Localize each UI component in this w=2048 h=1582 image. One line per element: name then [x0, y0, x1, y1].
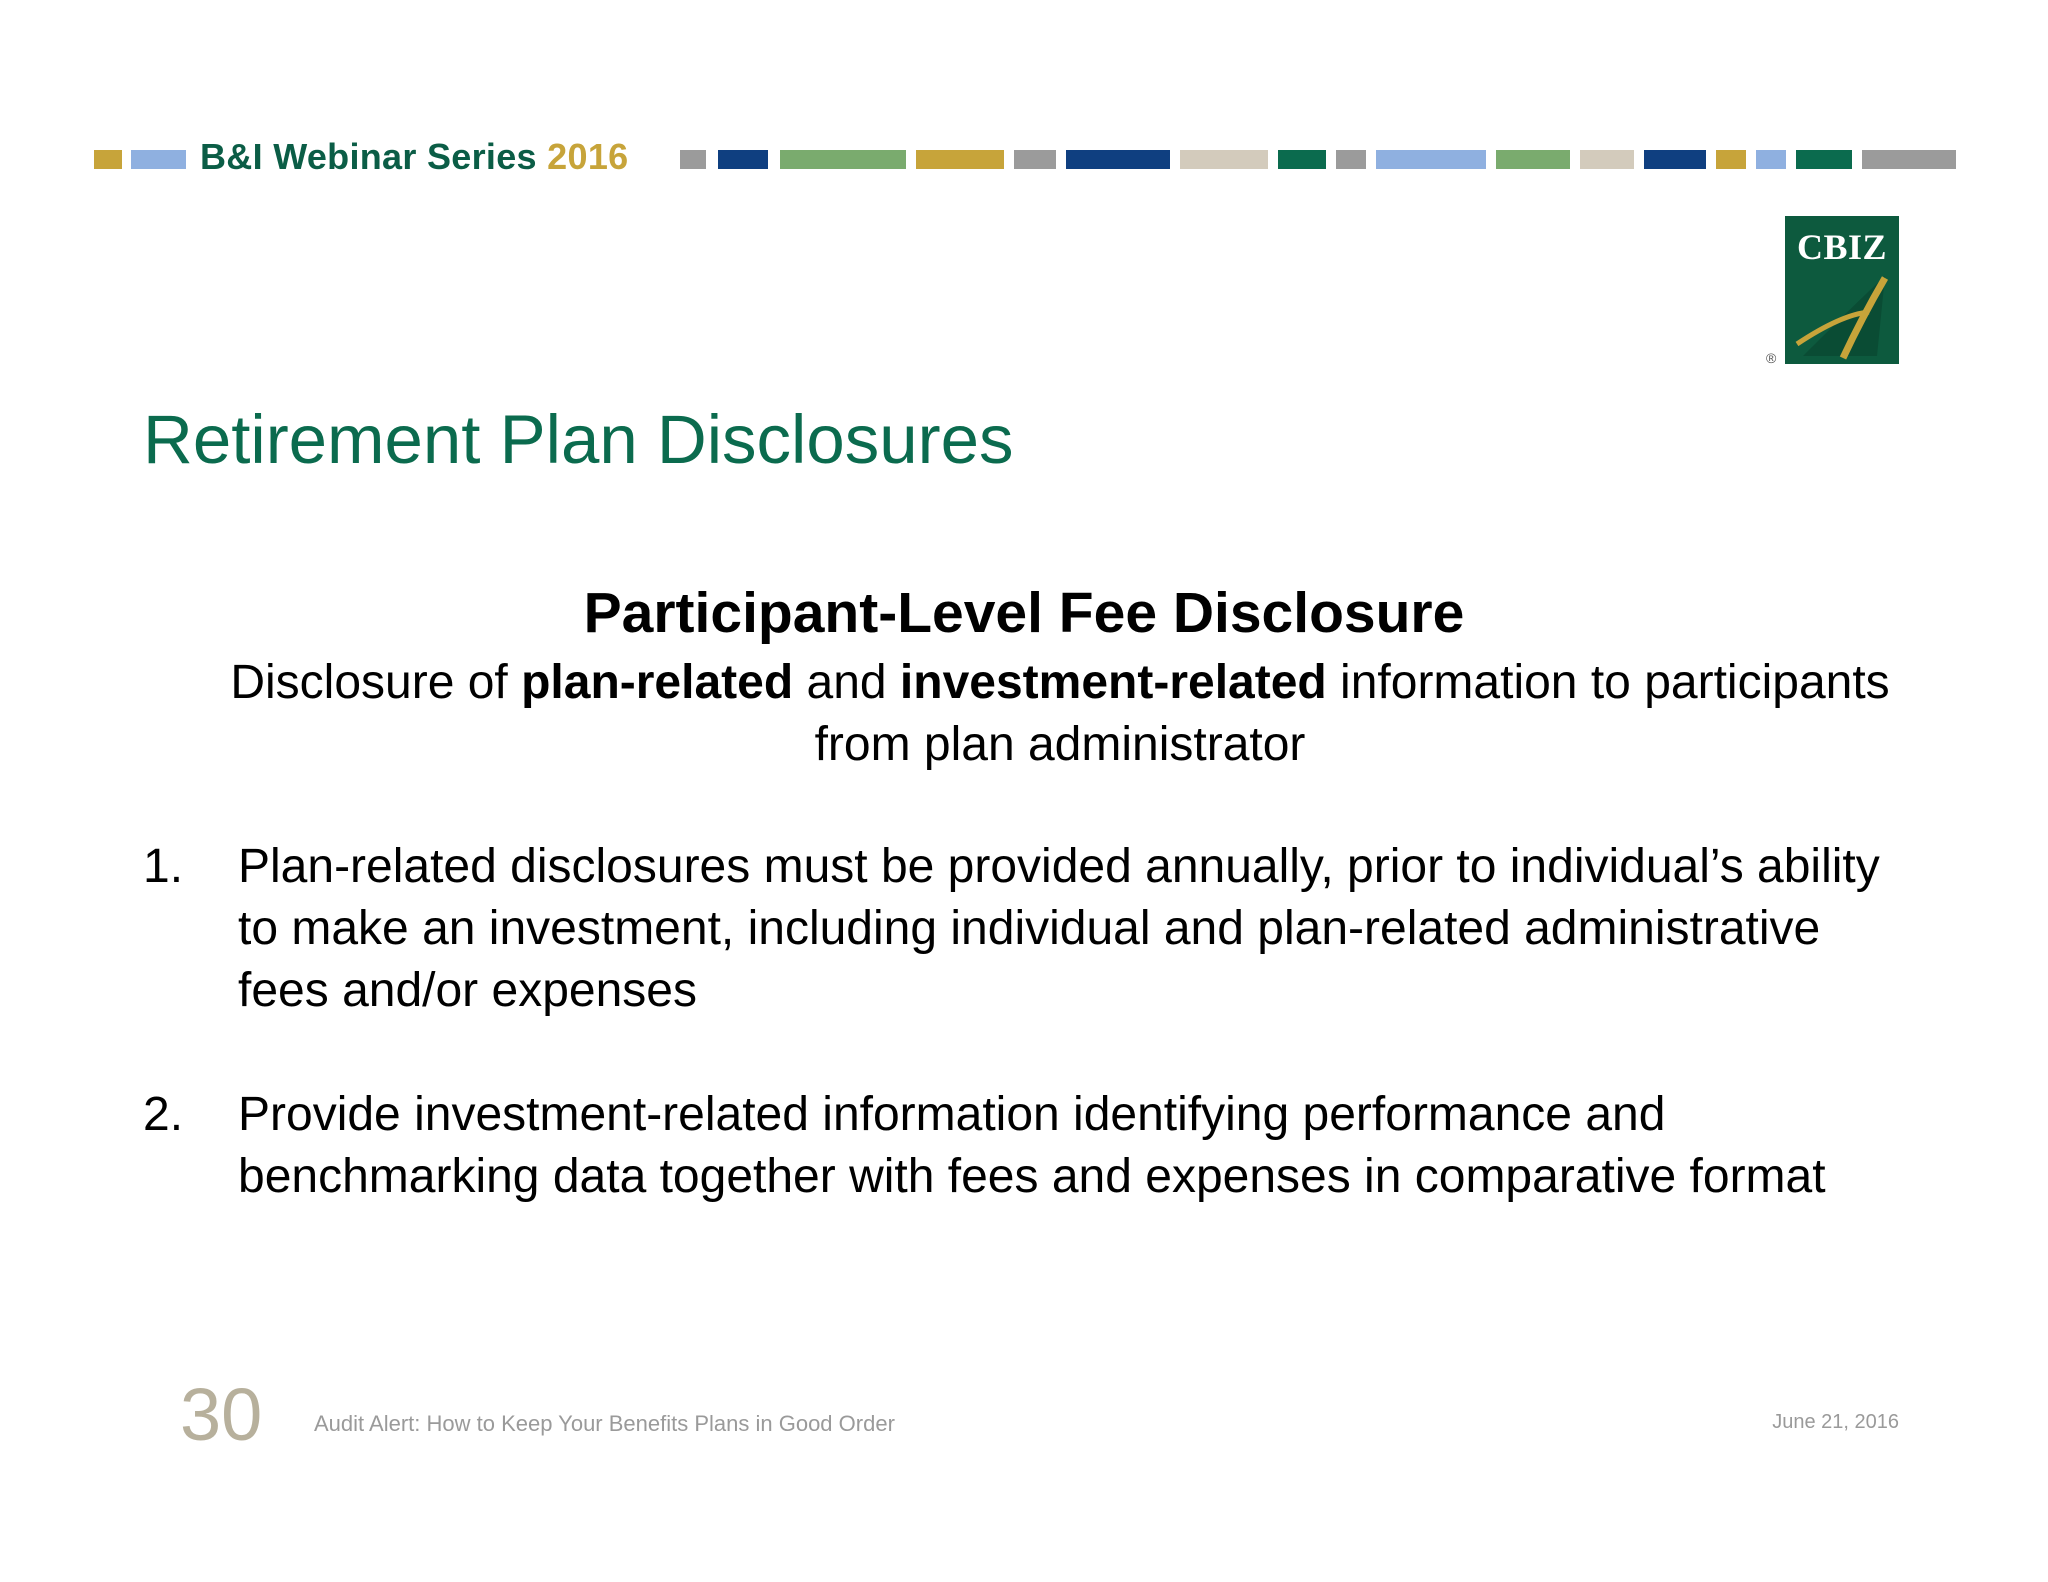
logo-text: CBIZ [1796, 227, 1888, 267]
section-heading: Participant-Level Fee Disclosure [583, 581, 1465, 645]
banner-bar-dark-green [1278, 150, 1326, 169]
list-item [143, 1084, 1883, 1208]
intro-bold-investment-related: investment-related [899, 656, 1327, 709]
list-item [143, 836, 1883, 1022]
banner-bar-gold [1716, 150, 1746, 169]
page-title: Retirement Plan Disclosures [143, 401, 1014, 478]
banner-bar-light-blue [1376, 150, 1486, 169]
webinar-series-label [200, 134, 628, 180]
intro-part3: information to participants from plan administrator [814, 656, 1890, 771]
list-item-text: Plan-related disclosures must be provided annually, prior to individual’s ability to make an investment, including individual and plan-related administrative fees and/or expenses [238, 840, 1880, 1017]
banner-bar-navy [1644, 150, 1706, 169]
series-year: 2016 [547, 136, 629, 177]
banner-bar-gold [916, 150, 1004, 169]
banner-bar-beige [1580, 150, 1634, 169]
banner-bar-gray [1336, 150, 1366, 169]
registered-mark: ® [1766, 350, 1777, 366]
banner-bar-navy [1066, 150, 1170, 169]
banner-bar-sage [1496, 150, 1570, 169]
series-text: B&I Webinar Series [200, 136, 537, 177]
banner-bar-sage [780, 150, 906, 169]
banner-bar-gray [1862, 150, 1956, 169]
footer-date: June 21, 2016 [1772, 1411, 1899, 1433]
cbiz-logo [1785, 216, 1899, 364]
banner-bar-gold [94, 150, 122, 169]
page-number: 30 [180, 1373, 263, 1456]
intro-part1: Disclosure of [230, 656, 522, 709]
intro-text [220, 652, 1900, 776]
list-number: 2. [143, 1088, 184, 1141]
banner-bar-navy [718, 150, 768, 169]
banner-bar-beige [1180, 150, 1268, 169]
banner-bar-light-blue [131, 150, 186, 169]
banner-bar-light-blue [1756, 150, 1786, 169]
footer-presentation-title: Audit Alert: How to Keep Your Benefits Plans in Good Order [314, 1411, 895, 1436]
banner-bar-gray [680, 150, 706, 169]
intro-bold-plan-related: plan-related [521, 656, 794, 709]
numbered-list [143, 836, 1883, 1270]
list-number: 1. [143, 840, 184, 893]
intro-part2: and [793, 656, 900, 709]
list-item-text: Provide investment-related information identifying performance and benchmarking data together with fees and expenses in comparative format [238, 1088, 1826, 1203]
banner-bar-dark-green [1796, 150, 1852, 169]
banner-bar-gray [1014, 150, 1056, 169]
